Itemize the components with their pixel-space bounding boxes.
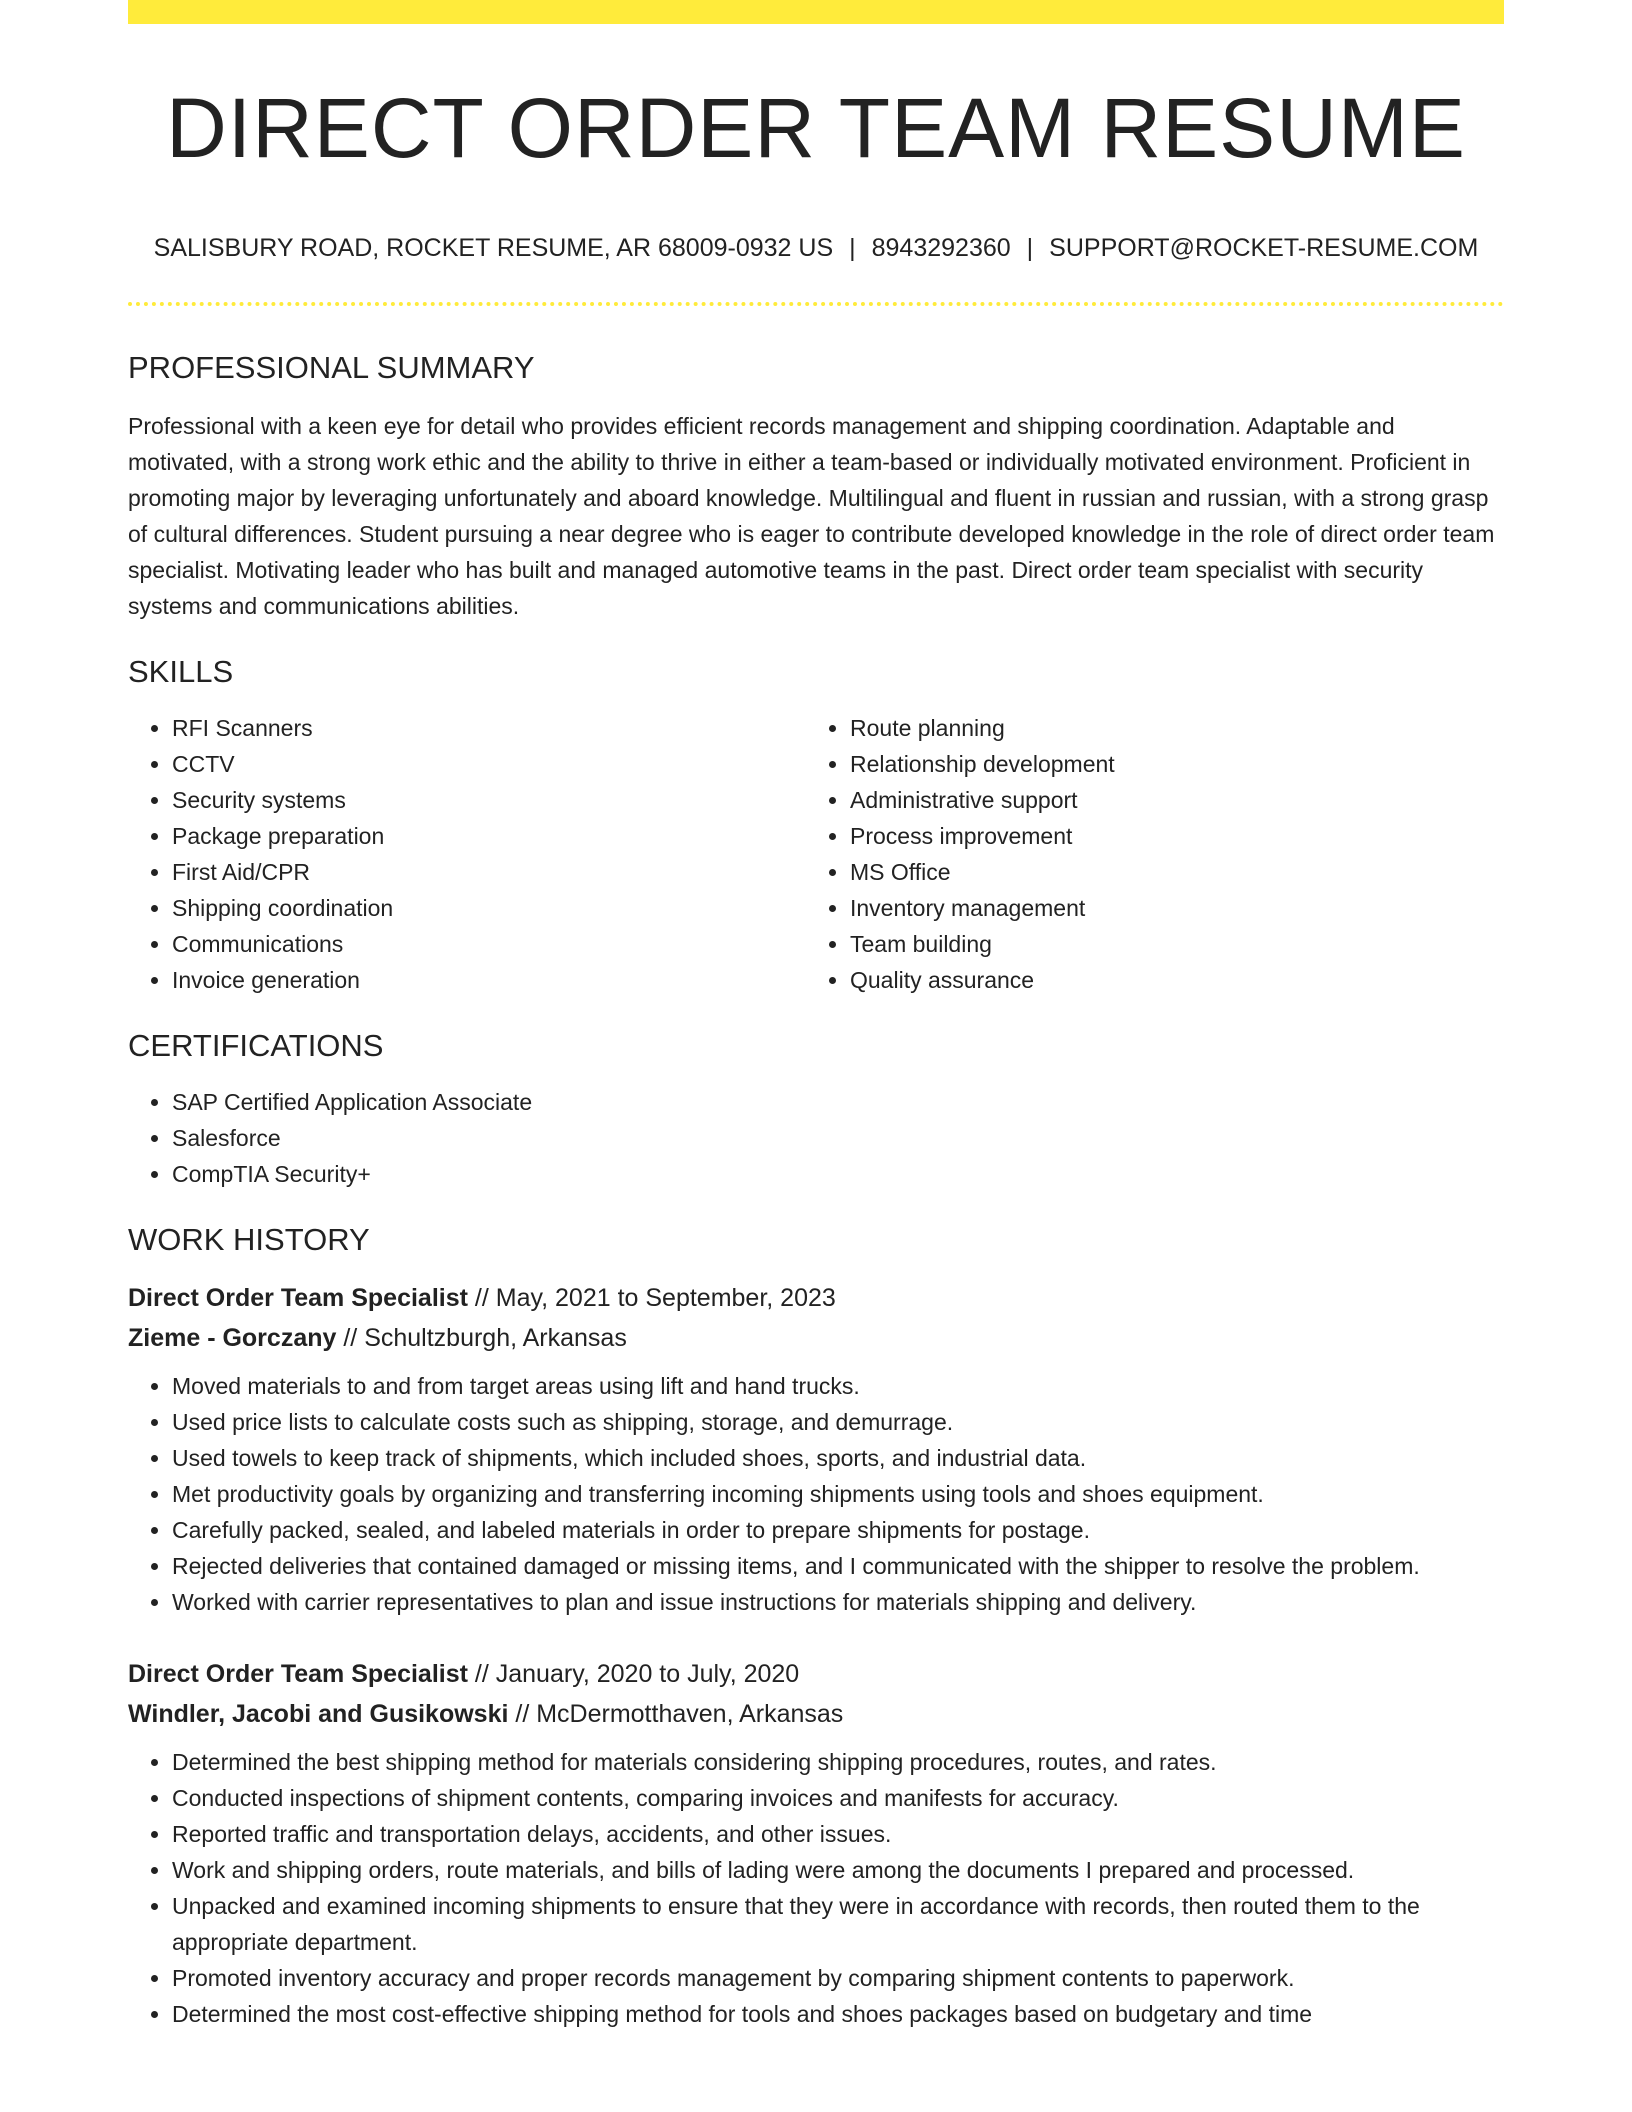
list-item: • Used towels to keep track of shipments, which included shoes, sports, and industrial data. — [172, 1440, 1504, 1476]
job-role: Direct Order Team Specialist — [128, 1660, 468, 1688]
list-item: • Carefully packed, sealed, and labeled materials in order to prepare shipments for postage. — [172, 1512, 1504, 1548]
list-item: • Salesforce — [172, 1120, 1504, 1156]
summary-heading: PROFESSIONAL SUMMARY — [128, 350, 535, 385]
list-item: • RFI Scanners — [172, 710, 806, 746]
list-item: • Route planning — [850, 710, 1484, 746]
job-company-line — [128, 1318, 1504, 1358]
skills-list-right — [806, 710, 1484, 998]
list-item: • MS Office — [850, 854, 1484, 890]
email: SUPPORT@ROCKET-RESUME.COM — [1049, 234, 1479, 262]
list-item: • CCTV — [172, 746, 806, 782]
list-item: • Rejected deliveries that contained damaged or missing items, and I communicated with the shipper to resolve the problem. — [172, 1548, 1504, 1584]
resume-title: DIRECT ORDER TEAM RESUME — [166, 81, 1466, 175]
phone: 8943292360 — [871, 234, 1011, 262]
job-entry — [128, 1654, 1504, 2032]
list-item: • Work and shipping orders, route materials, and bills of lading were among the documents I prepared and processed. — [172, 1852, 1504, 1888]
address: SALISBURY ROAD, ROCKET RESUME, AR 68009-0932 US — [153, 234, 834, 262]
skills-columns — [128, 710, 1504, 998]
job-role: Direct Order Team Specialist — [128, 1284, 468, 1312]
job-company: Zieme - Gorczany — [128, 1324, 337, 1352]
list-item: • Process improvement — [850, 818, 1484, 854]
accent-bar — [128, 0, 1504, 24]
list-item: • Unpacked and examined incoming shipments to ensure that they were in accordance with records, then routed them to the appropriate department. — [172, 1888, 1504, 1960]
list-item: • Inventory management — [850, 890, 1484, 926]
job-location: // McDermotthaven, Arkansas — [508, 1700, 844, 1728]
dotted-divider — [128, 302, 1504, 306]
list-item: • Shipping coordination — [172, 890, 806, 926]
job-title-line — [128, 1278, 1504, 1318]
list-item: • Promoted inventory accuracy and proper records management by comparing shipment contents to paperwork. — [172, 1960, 1504, 1996]
skills-list-left — [128, 710, 806, 998]
contact-separator: | — [849, 234, 856, 262]
list-item: • Met productivity goals by organizing and transferring incoming shipments using tools and shoes equipment. — [172, 1476, 1504, 1512]
list-item: • Quality assurance — [850, 962, 1484, 998]
list-item: • Package preparation — [172, 818, 806, 854]
list-item: • Relationship development — [850, 746, 1484, 782]
skills-heading: SKILLS — [128, 654, 234, 689]
list-item: • Communications — [172, 926, 806, 962]
list-item: • Security systems — [172, 782, 806, 818]
list-item: • Determined the best shipping method for materials considering shipping procedures, routes, and rates. — [172, 1744, 1504, 1780]
contact-line — [128, 232, 1504, 264]
list-item: • Moved materials to and from target areas using lift and hand trucks. — [172, 1368, 1504, 1404]
certifications-heading: CERTIFICATIONS — [128, 1028, 384, 1063]
job-location: // Schultzburgh, Arkansas — [336, 1324, 627, 1352]
contact-separator: | — [1026, 234, 1034, 262]
job-duties-list — [128, 1744, 1504, 2032]
job-dates: // May, 2021 to September, 2023 — [467, 1284, 836, 1312]
summary-text: Professional with a keen eye for detail who provides efficient records management and shipping coordination. Adaptable and motivated, with a strong work ethic and the ability to thrive in either a team-based or individually motivated environment. Proficient in promoting major by leveraging unfortunately and aboard knowledge. Multilingual and fluent in russian and russian, with a strong grasp of cultural differences. Student pursuing a near degree who is eager to contribute developed knowledge in the role of direct order team specialist. Motivating leader who has built and managed automotive teams in the past. Direct order team specialist with security systems and communications abilities. — [128, 413, 1495, 619]
list-item: • SAP Certified Application Associate — [172, 1084, 1504, 1120]
list-item: • Team building — [850, 926, 1484, 962]
list-item: • Conducted inspections of shipment contents, comparing invoices and manifests for accuracy. — [172, 1780, 1504, 1816]
job-dates: // January, 2020 to July, 2020 — [467, 1660, 800, 1688]
list-item: • Worked with carrier representatives to plan and issue instructions for materials shipping and delivery. — [172, 1584, 1504, 1620]
job-entry — [128, 1278, 1504, 1620]
list-item: • Used price lists to calculate costs such as shipping, storage, and demurrage. — [172, 1404, 1504, 1440]
work-history-heading: WORK HISTORY — [128, 1222, 370, 1257]
resume-page — [128, 0, 1504, 2032]
job-company: Windler, Jacobi and Gusikowski — [128, 1700, 509, 1728]
job-company-line — [128, 1694, 1504, 1734]
list-item: • Invoice generation — [172, 962, 806, 998]
list-item: • Determined the most cost-effective shipping method for tools and shoes packages based on budgetary and time — [172, 1996, 1504, 2032]
list-item: • First Aid/CPR — [172, 854, 806, 890]
certifications-list — [128, 1084, 1504, 1192]
job-title-line — [128, 1654, 1504, 1694]
list-item: • Reported traffic and transportation delays, accidents, and other issues. — [172, 1816, 1504, 1852]
list-item: • Administrative support — [850, 782, 1484, 818]
job-duties-list — [128, 1368, 1504, 1620]
list-item: • CompTIA Security+ — [172, 1156, 1504, 1192]
